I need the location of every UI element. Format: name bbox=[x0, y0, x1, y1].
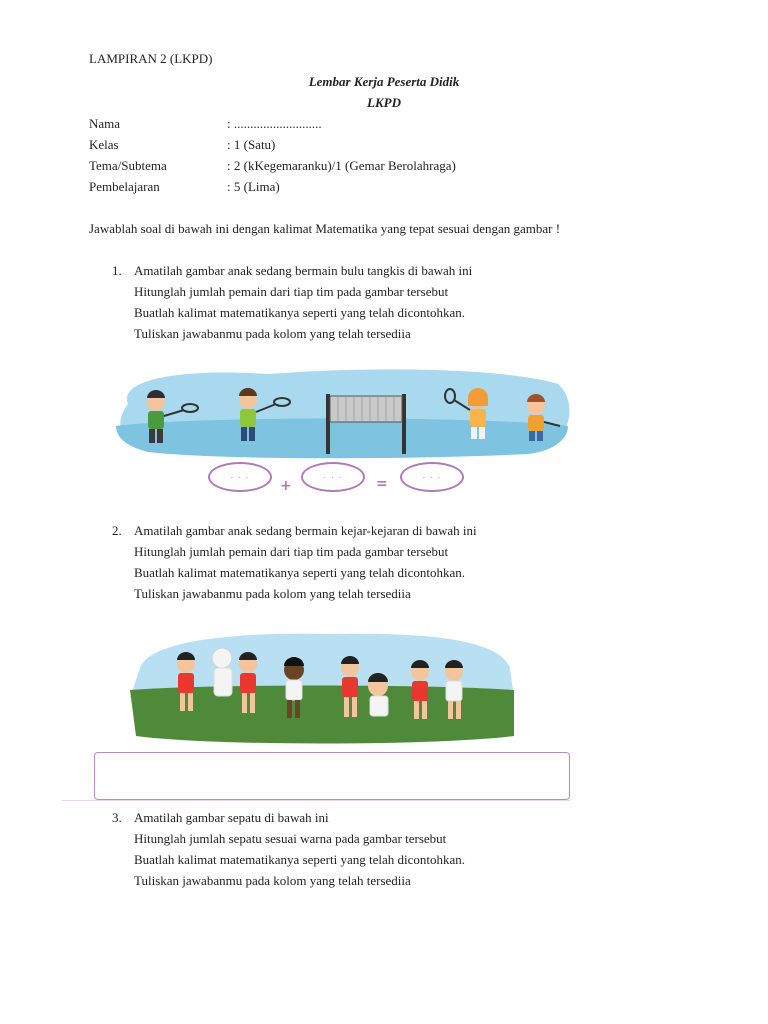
answer-oval-1[interactable]: . . . bbox=[208, 462, 272, 492]
worksheet-title: Lembar Kerja Peserta Didik bbox=[308, 74, 460, 89]
answer-oval-3[interactable]: . . . bbox=[400, 462, 464, 492]
lesson-value: : 5 (Lima) bbox=[227, 179, 280, 194]
tag-game-illustration bbox=[130, 628, 514, 748]
question-3-line-3: Buatlah kalimat matematikanya seperti yang telah dicontohkan. bbox=[134, 852, 466, 867]
question-3-line-2: Hitunglah jumlah sepatu sesuai warna pada gambar tersebut bbox=[134, 831, 447, 846]
appendix-label: LAMPIRAN 2 (LKPD) bbox=[89, 51, 213, 66]
question-2-line-3: Buatlah kalimat matematikanya seperti yang telah dicontohkan. bbox=[134, 565, 466, 580]
lesson-label: Pembelajaran bbox=[89, 179, 160, 194]
question-1-line-1: Amatilah gambar anak sedang bermain bulu tangkis di bawah ini bbox=[134, 263, 473, 278]
question-2-line-2: Hitunglah jumlah pemain dari tiap tim pada gambar tersebut bbox=[134, 544, 449, 559]
question-3-line-1: Amatilah gambar sepatu di bawah ini bbox=[134, 810, 329, 825]
question-2-number: 2. bbox=[112, 523, 122, 538]
name-value: : ........................... bbox=[227, 116, 322, 131]
badminton-illustration bbox=[108, 364, 574, 460]
class-value: : 1 (Satu) bbox=[227, 137, 276, 152]
question-3-number: 3. bbox=[112, 810, 122, 825]
question-1-line-2: Hitunglah jumlah pemain dari tiap tim pada gambar tersebut bbox=[134, 284, 449, 299]
class-label: Kelas bbox=[89, 137, 119, 152]
worksheet-subtitle: LKPD bbox=[367, 95, 401, 110]
answer-box-question-2[interactable] bbox=[94, 752, 570, 800]
equals-sign: = bbox=[376, 476, 388, 492]
divider-line bbox=[62, 800, 570, 801]
theme-label: Tema/Subtema bbox=[89, 158, 167, 173]
question-2-line-4: Tuliskan jawabanmu pada kolom yang telah tersediia bbox=[134, 586, 411, 601]
question-2-line-1: Amatilah gambar anak sedang bermain kejar-kejaran di bawah ini bbox=[134, 523, 477, 538]
question-1-number: 1. bbox=[112, 263, 122, 278]
plus-sign: + bbox=[280, 478, 292, 494]
question-1-line-3: Buatlah kalimat matematikanya seperti yang telah dicontohkan. bbox=[134, 305, 466, 320]
instruction-text: Jawablah soal di bawah ini dengan kalimat Matematika yang tepat sesuai dengan gambar ! bbox=[89, 221, 561, 236]
theme-value: : 2 (kKegemaranku)/1 (Gemar Berolahraga) bbox=[227, 158, 456, 173]
question-1-line-4: Tuliskan jawabanmu pada kolom yang telah tersediia bbox=[134, 326, 411, 341]
question-3-line-4: Tuliskan jawabanmu pada kolom yang telah tersediia bbox=[134, 873, 411, 888]
answer-oval-2[interactable]: . . . bbox=[301, 462, 365, 492]
name-label: Nama bbox=[89, 116, 121, 131]
